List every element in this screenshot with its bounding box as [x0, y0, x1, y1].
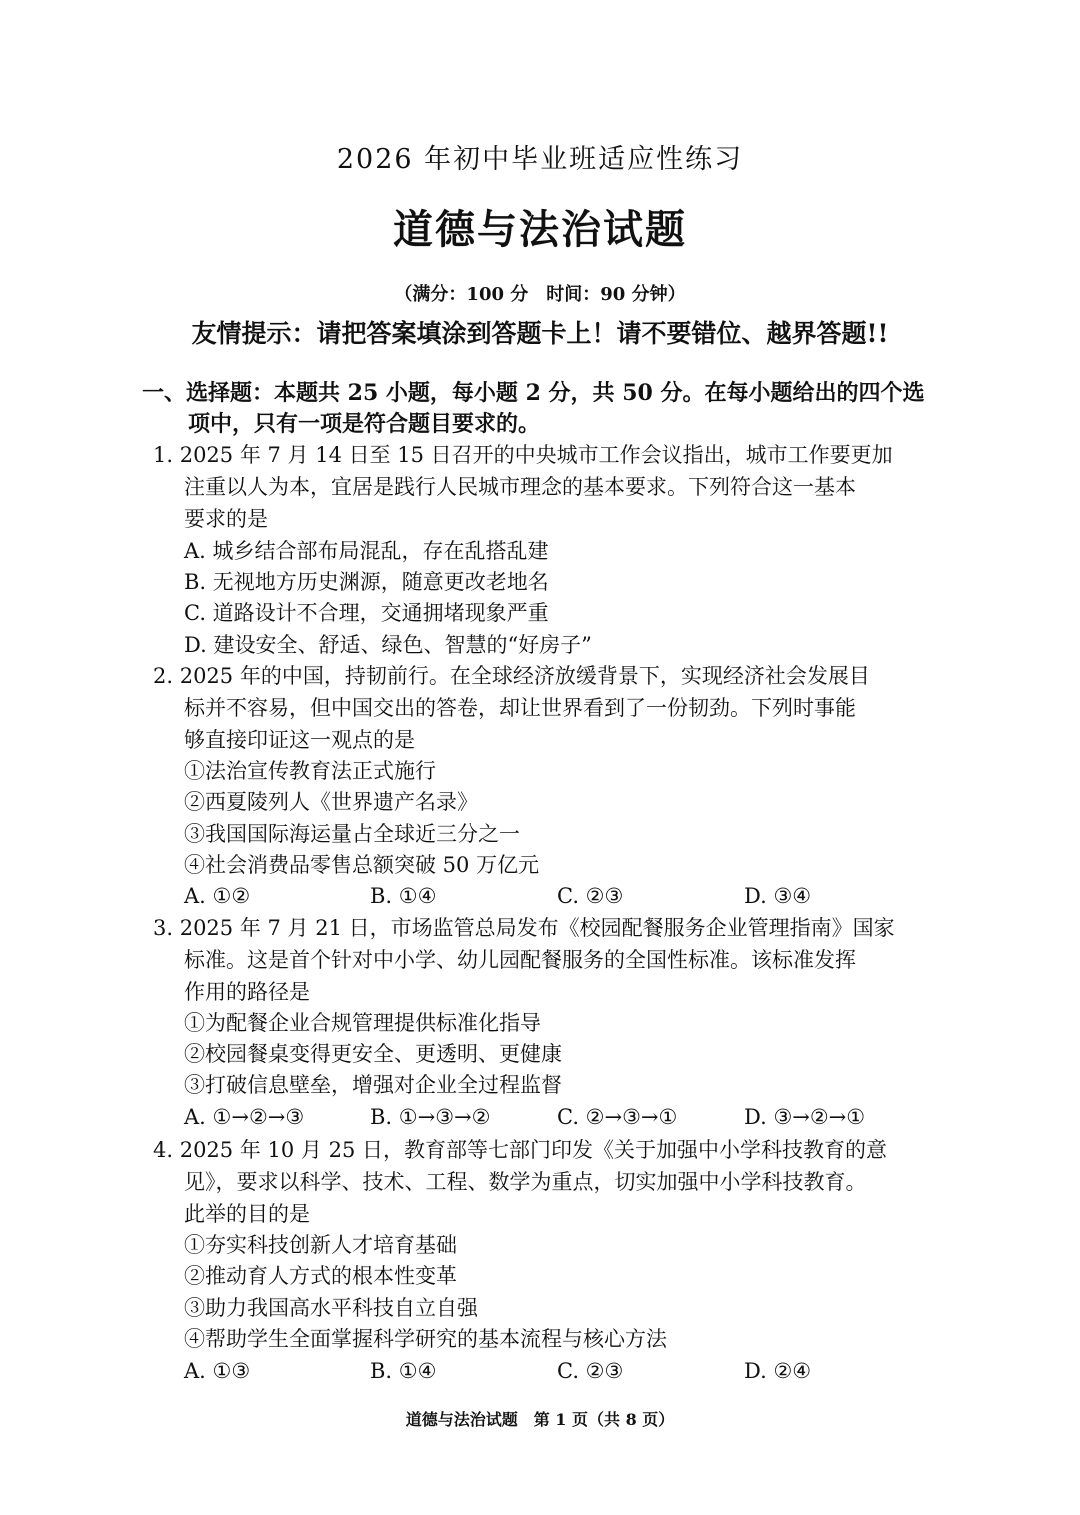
question-3-item-2: ②校园餐桌变得更安全、更透明、更健康 — [184, 1042, 562, 1066]
question-4-item-3: ③助力我国高水平科技自立自强 — [184, 1296, 478, 1320]
exam-name: 2026 年初中毕业班适应性练习 — [336, 144, 744, 175]
question-2-choice-b: B. ①④ — [370, 884, 437, 908]
question-1-line3: 要求的是 — [184, 507, 268, 531]
question-2-item-3: ③我国国际海运量占全球近三分之一 — [184, 822, 520, 846]
page-footer: 道德与法治试题 第 1 页（共 8 页） — [405, 1410, 675, 1429]
question-2-choice-a: A. ①② — [184, 884, 251, 908]
question-1-line1: 1. 2025 年 7 月 14 日至 15 日召开的中央城市工作会议指出，城市工作要更加 — [153, 443, 893, 467]
question-1-option-c: C. 道路设计不合理，交通拥堵现象严重 — [184, 601, 549, 625]
question-4-item-4: ④帮助学生全面掌握科学研究的基本流程与核心方法 — [184, 1327, 667, 1351]
score-time-info: （满分：100 分 时间：90 分钟） — [394, 284, 686, 305]
question-1-option-b: B. 无视地方历史渊源，随意更改老地名 — [184, 570, 549, 594]
question-4-choice-c: C. ②③ — [557, 1359, 624, 1383]
question-3-line3: 作用的路径是 — [184, 980, 310, 1004]
question-3-choice-d: D. ③→②→① — [744, 1105, 866, 1129]
question-3-item-1: ①为配餐企业合规管理提供标准化指导 — [184, 1011, 541, 1035]
question-2-line1: 2. 2025 年的中国，持韧前行。在全球经济放缓背景下，实现经济社会发展目 — [153, 664, 870, 688]
question-2-item-2: ②西夏陵列人《世界遗产名录》 — [184, 790, 478, 814]
section-heading-line1: 一、选择题：本题共 25 小题，每小题 2 分，共 50 分。在每小题给出的四个选 — [142, 380, 925, 406]
question-4-line1: 4. 2025 年 10 月 25 日，教育部等七部门印发《关于加强中小学科技教育的意 — [153, 1138, 887, 1162]
question-2-choice-d: D. ③④ — [744, 884, 812, 908]
question-4-choice-b: B. ①④ — [370, 1359, 437, 1383]
question-3-choice-a: A. ①→②→③ — [184, 1105, 305, 1129]
question-3-item-3: ③打破信息壁垒，增强对企业全过程监督 — [184, 1073, 562, 1097]
question-3-choice-c: C. ②→③→① — [557, 1105, 678, 1129]
question-1-option-a: A. 城乡结合部布局混乱，存在乱搭乱建 — [184, 539, 549, 563]
question-4-item-1: ①夯实科技创新人才培育基础 — [184, 1233, 457, 1257]
question-1-line2: 注重以人为本，宜居是践行人民城市理念的基本要求。下列符合这一基本 — [184, 475, 856, 499]
question-2-choice-c: C. ②③ — [557, 884, 624, 908]
question-4-item-2: ②推动育人方式的根本性变革 — [184, 1264, 457, 1288]
question-4-line3: 此举的目的是 — [184, 1202, 310, 1226]
question-4-choice-a: A. ①③ — [184, 1359, 251, 1383]
section-heading-line2: 项中，只有一项是符合题目要求的。 — [188, 411, 541, 437]
subject-title: 道德与法治试题 — [393, 206, 687, 253]
question-3-choice-b: B. ①→③→② — [370, 1105, 491, 1129]
question-2-line3: 够直接印证这一观点的是 — [184, 728, 415, 752]
question-4-choice-d: D. ②④ — [744, 1359, 812, 1383]
question-4-line2: 见》，要求以科学、技术、工程、数学为重点，切实加强中小学科技教育。 — [184, 1170, 867, 1194]
answer-tip: 友情提示：请把答案填涂到答题卡上！请不要错位、越界答题!! — [191, 319, 889, 348]
question-2-line2: 标并不容易，但中国交出的答卷，却让世界看到了一份韧劲。下列时事能 — [184, 696, 856, 720]
question-2-item-1: ①法治宣传教育法正式施行 — [184, 759, 436, 783]
question-3-line2: 标准。这是首个针对中小学、幼儿园配餐服务的全国性标准。该标准发挥 — [184, 948, 856, 972]
question-2-item-4: ④社会消费品零售总额突破 50 万亿元 — [184, 853, 540, 877]
question-3-line1: 3. 2025 年 7 月 21 日，市场监管总局发布《校园配餐服务企业管理指南》国家 — [153, 916, 895, 940]
question-1-option-d: D. 建设安全、舒适、绿色、智慧的“好房子” — [184, 633, 592, 657]
